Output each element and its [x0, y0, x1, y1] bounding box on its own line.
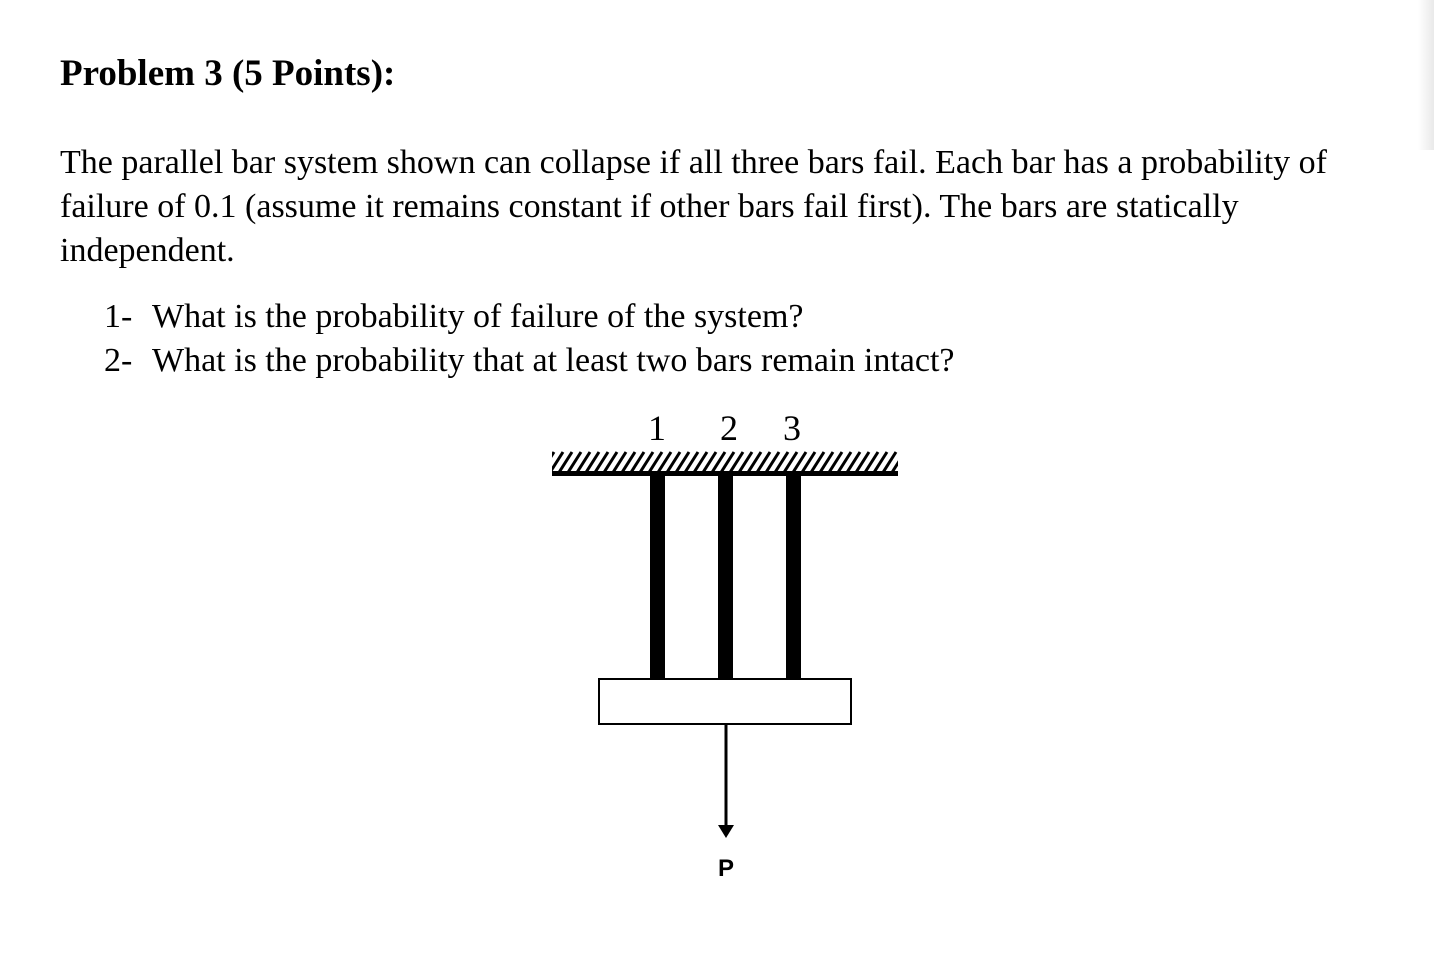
bar-label-2: 2 [720, 408, 738, 448]
statement-line: failure of 0.1 (assume it remains constant if other bars fail first). The bars are statically [60, 188, 1239, 225]
load-label: P [717, 855, 735, 882]
problem-title: Problem 3 (5 Points): [60, 53, 396, 94]
bar-1 [650, 476, 665, 679]
hatch-line [540, 452, 554, 474]
hatch-line [900, 452, 914, 474]
hatch-line [918, 452, 920, 474]
statement-line: independent. [60, 232, 235, 269]
parallel-bar-diagram [540, 400, 920, 890]
question-text: What is the probability of failure of the system? [152, 298, 804, 335]
bar-2 [718, 476, 733, 679]
question-item [104, 339, 955, 383]
statement-line: The parallel bar system shown can collapse if all three bars fail. Each bar has a probability of [60, 144, 1327, 181]
bar-label-3: 3 [783, 408, 801, 448]
question-number: 2- [104, 342, 133, 379]
question-list [104, 295, 955, 383]
bar-3 [786, 476, 801, 679]
bar-label-1: 1 [648, 408, 666, 448]
fixed-support-hatching [540, 452, 920, 474]
problem-statement [60, 141, 1405, 273]
page-edge-shadow [1418, 0, 1434, 150]
rigid-plate [599, 679, 851, 724]
question-number: 1- [104, 298, 133, 335]
question-item [104, 295, 955, 339]
arrow-down-icon [718, 825, 734, 838]
fixed-support-line [552, 471, 898, 476]
question-text: What is the probability that at least two bars remain intact? [152, 342, 955, 379]
hatch-line [909, 452, 920, 474]
